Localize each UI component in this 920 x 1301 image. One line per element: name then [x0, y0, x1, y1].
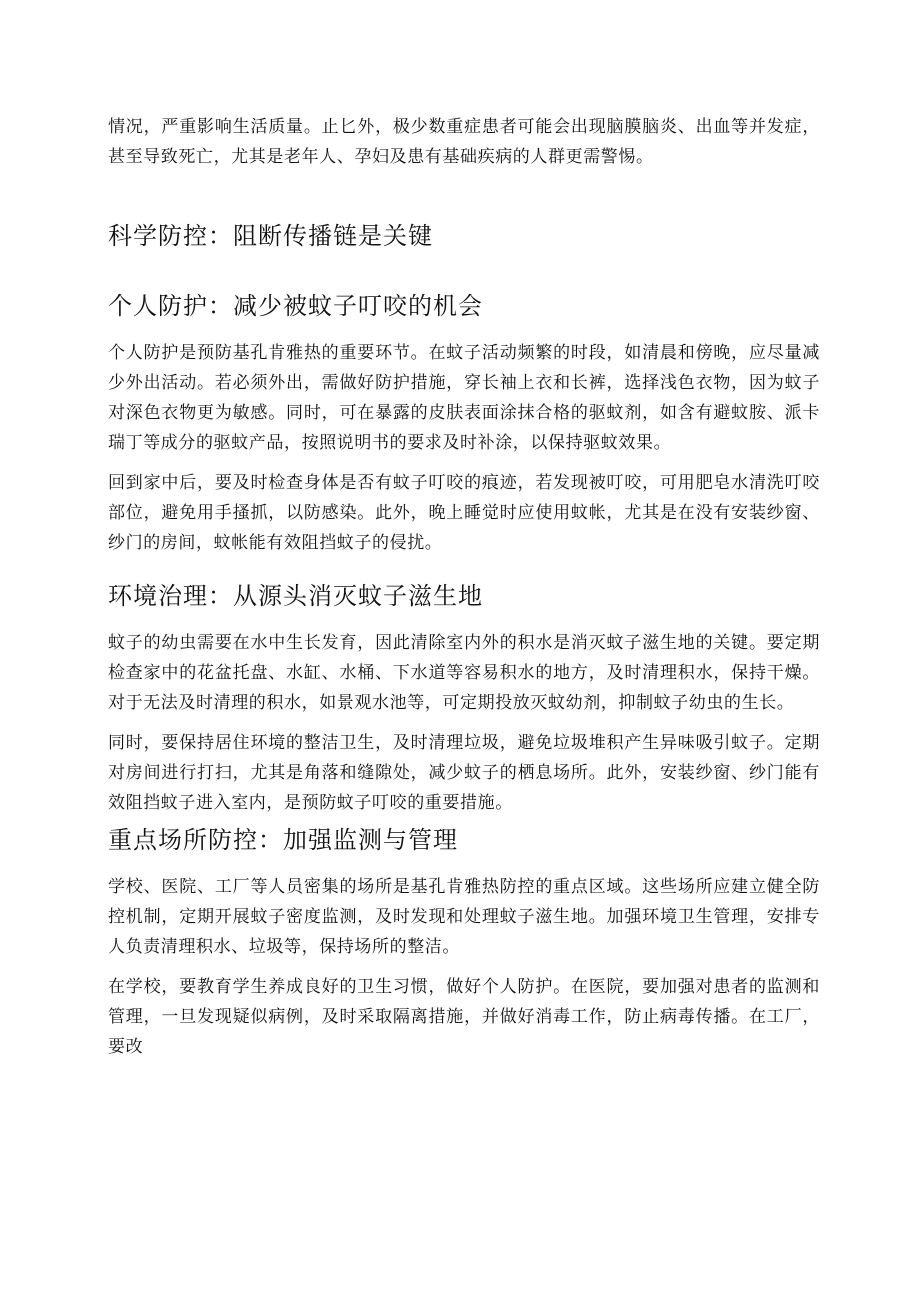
personal-protection-paragraph-2: 回到家中后，要及时检查身体是否有蚊子叮咬的痕迹，若发现被叮咬，可用肥皂水清洗叮咬部位，避免用手搔抓，以防感染。此外，晚上睡觉时应使用蚊帐，尤其是在没有安装纱窗、纱门的房间，蚊帐能有效阻挡蚊子的侵扰。: [108, 473, 820, 553]
environment-paragraph-2: 同时，要保持居住环境的整洁卫生，及时清理垃圾，避免垃圾堆积产生异味吸引蚊子。定期对房间进行打扫，尤其是角落和缝隙处，减少蚊子的栖息场所。此外，安装纱窗、纱门能有效阻挡蚊子进入室内，是预防蚊子叮咬的重要措施。: [108, 733, 820, 813]
personal-protection-paragraph-1: 个人防护是预防基孔肯雅热的重要环节。在蚊子活动频繁的时段，如清晨和傍晚，应尽量减少外出活动。若必须外出，需做好防护措施，穿长袖上衣和长裤，选择浅色衣物，因为蚊子对深色衣物更为敏感。同时，可在暴露的皮肤表面涂抹合格的驱蚊剂，如含有避蚊胺、派卡瑞丁等成分的驱蚊产品，按照说明书的要求及时补涂，以保持驱蚊效果。: [108, 343, 820, 453]
key-places-paragraph-1: 学校、医院、工厂等人员密集的场所是基孔肯雅热防控的重点区域。这些场所应建立健全防控机制，定期开展蚊子密度监测，及时发现和处理蚊子滋生地。加强环境卫生管理，安排专人负责清理积水、垃圾等，保持场所的整洁。: [108, 877, 820, 957]
environment-paragraph-1: 蚊子的幼虫需要在水中生长发育，因此清除室内外的积水是消灭蚊子滋生地的关键。要定期检查家中的花盆托盘、水缸、水桶、下水道等容易积水的地方，及时清理积水，保持干燥。对于无法及时清理的积水，如景观水池等，可定期投放灭蚊幼剂，抑制蚊子幼虫的生长。: [108, 633, 820, 713]
document-page: [108, 112, 820, 1062]
section-heading-personal-protection: 个人防护：减少被蚊子叮咬的机会: [108, 292, 483, 320]
key-places-paragraph-2: 在学校，要教育学生养成良好的卫生习惯，做好个人防护。在医院，要加强对患者的监测和管理，一旦发现疑似病例，及时采取隔离措施，并做好消毒工作，防止病毒传播。在工厂，要改: [108, 977, 820, 1057]
section-heading-scientific-control: 科学防控：阻断传播链是关键: [108, 222, 433, 250]
intro-paragraph: 情况，严重影响生活质量。止匕外，极少数重症患者可能会出现脑膜脑炎、出血等并发症，甚至导致死亡，尤其是老年人、孕妇及患有基础疾病的人群更需警惕。: [108, 117, 820, 167]
section-heading-key-places: 重点场所防控：加强监测与管理: [108, 826, 458, 854]
section-heading-environment: 环境治理：从源头消灭蚊子滋生地: [108, 582, 483, 610]
